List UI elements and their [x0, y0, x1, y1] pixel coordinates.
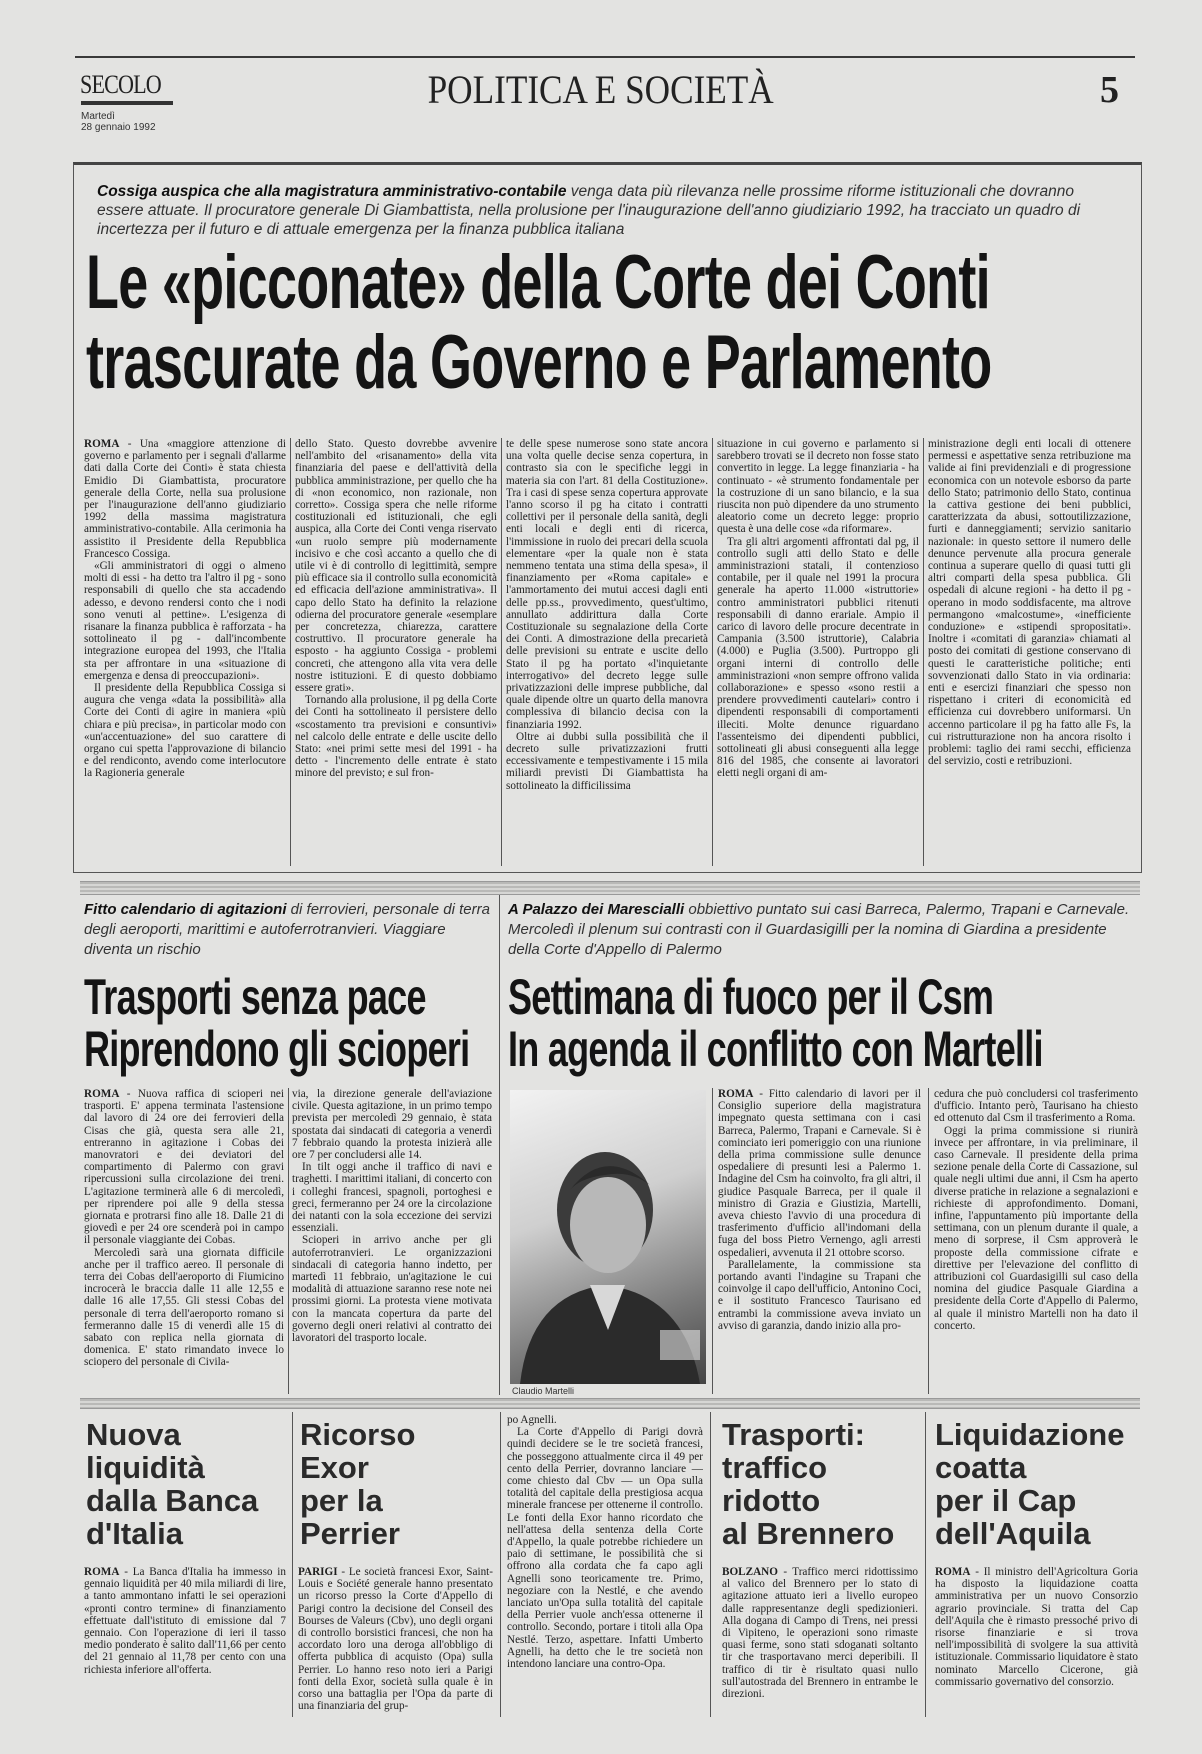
brief-body-exor: PARIGI - Le società francesi Exor, Saint-Louis e Société generale hanno presentato un ricorso presso la Corte d'Appello di Parigi contro la decisione del Conseil des Bourses de Valeurs (Cbv), uno degli organi di controllo borsistici francesi, che non ha accordato loro una deroga all'obbligo di offerta pubblica di acquisto (Opa) sulla Perrier. Lo hanno reso noto ieri a Parigi fonti della Exor, società sulla quale è in corso una battaglia per l'Opa da parte di una finanziaria del grup-: [298, 1566, 493, 1713]
lead-column-2: dello Stato. Questo dovrebbe avvenire nell'ambito del «risanamento» della vita finanziaria del paese e dell'attività della pubblica amministrazione, per quello che ha di «non economico, non razionale, non corretto». Cossiga spera che nelle riforme costituzionali ed istituzionali, che egli auspica, alla Corte dei Conti venga riservato «un ruolo sempre più modernamente incisivo e che così accanto a quello che di utile vi è di controllo di legittimità, sempre più efficace sia il controllo sulla economicità ed efficacia dell'azione amministrativa». Il capo dello Stato ha definito la relazione odierna del procuratore generale «esemplare per concretezza, chiarezza, carattere costruttivo. Il procuratore generale ha esposto - ha aggiunto Cossiga - problemi concreti, che attengono alla vita vera delle nostre istituzioni. E di questo dobbiamo essere grati». Tornando alla prolusione, il pg della Corte dei Conti ha sottolineato il persistere dello «scostamento tra previsioni e consuntivi» nel calcolo delle entrate e delle uscite dello Stato: «nei primi sette mesi del 1991 - ha detto - l'incremento delle entrate è stato minore del previsto; e sul fron-: [295, 438, 497, 780]
column-rule: [710, 1412, 711, 1717]
brief-body-banca-italia: ROMA - La Banca d'Italia ha immesso in gennaio liquidità per 40 mila miliardi di lire, a tanto ammontano infatti le sei operazioni «pronti contro termine» di finanziamento effettuate dall'istituto di emissione dal 7 gennaio. Con l'operazione di ieri il tasso medio ponderato è salito dall'11,66 per cento del 21 gennaio al 11,78 per cento con una richiesta inferiore all'offerta.: [84, 1566, 286, 1676]
csm-article-summary: A Palazzo dei Marescialli obbiettivo puntato sui casi Barreca, Palermo, Trapani e Carnevale. Mercoledì il plenum sui contrasti con il Guardasigilli per la nomina di Giardina a presidente della Corte d'Appello di Palermo: [508, 901, 1130, 958]
column-rule: [928, 1088, 929, 1394]
section-divider: [80, 1398, 1140, 1409]
brief-headline-cap-aquila: Liquidazione coatta per il Cap dell'Aquila: [935, 1417, 1125, 1551]
section-divider: [80, 881, 1140, 895]
column-rule: [712, 1088, 713, 1394]
csm-headline-line-2: In agenda il conflitto con Martelli: [508, 1021, 1043, 1077]
lead-article-summary: Cossiga auspica che alla magistratura amministrativo-contabile venga data più rilevanza nelle prossime riforme istituzionali che dovranno essere attuate. Il procuratore generale Di Giambattista, nella prolusione per l'inaugurazione dell'anno giudiziario 1992, ha tracciato un quadro di incertezza per il futuro e di attuale emergenza per la finanza pubblica italiana: [97, 183, 1081, 238]
brief-headline-exor: Ricorso Exor per la Perrier: [300, 1417, 416, 1551]
issue-date: [81, 111, 156, 133]
portrait-photo: [510, 1090, 706, 1384]
weekday: Martedì: [81, 111, 115, 122]
column-rule: [923, 438, 924, 866]
brief-headline-brennero: Trasporti: traffico ridotto al Brennero: [722, 1417, 895, 1551]
brief-headline-banca-italia: Nuova liquidità dalla Banca d'Italia: [86, 1417, 259, 1551]
csm-headline-line-1: Settimana di fuoco per il Csm: [508, 969, 994, 1025]
brief-body-cap-aquila: ROMA - Il ministro dell'Agricoltura Goria ha disposto la liquidazione coatta amministrativa per un nuovo Consorzio agrario provinciale. Si tratta del Cap dell'Aquila che è rimasto pressoché privo di risorse finanziarie e si trova nell'impossibilità di svolgere la sua attività istituzionale. Commissario liquidatore è stato nominato Marcello Cicerone, già commissario governativo del consorzio.: [935, 1566, 1138, 1688]
lead-column-5: ministrazione degli enti locali di ottenere permessi e aspettative senza retribuzione ma valide ai fini previdenziali e di progressione economica con un notevole esborso da parte dello Stato; patrimonio dello Stato, continua la cattiva gestione dei beni pubblici, caratterizzata da abusi, sottoutilizzazione, furti e danneggiamenti; servizio sanitario nazionale: in questo settore il numero delle denunce pervenute alla procura generale continua a superare quello di quasi tutti gli altri comparti della spesa pubblica. Gli ospedali di alcune regioni - ha detto il pg - operano in modo soddisfacente, ma altrove permangono «malcostume», «inefficiente conduzione» e «stipendi spropositati». Inoltre i «comitati di garanzia» chiamati al posto dei comitati di gestione conservano di questi le caratteristiche politiche; enti sovvenzionati dallo Stato in via ordinaria: enti e esercizi finanziari che spesso non rispettano i criteri di economicità ed efficienza cui dovrebbero uniformarsi. Un accenno particolare il pg ha fatto alle Fs, la cui ristrutturazione non ha ancora risolto i problemi: taglio dei rami secchi, efficienza del servizio, costi e retribuzioni.: [928, 438, 1131, 768]
page-number: 5: [1100, 69, 1119, 111]
transport-column-2: via, la direzione generale dell'aviazione civile. Questa agitazione, in un primo tempo prevista per mercoledì 29 gennaio, è stata spostata dai sindacati di categoria a venerdì 7 febbraio quando la protesta inizierà alle ore 7 per concludersi alle 14. In tilt oggi anche il traffico di navi e traghetti. I marittimi italiani, di concerto con i colleghi francesi, spagnoli, portoghesi e greci, fermeranno per 24 ore la circolazione dei natanti con la sola eccezione dei servizi essenziali. Scioperi in arrivo anche per gli autoferrotranvieri. Le organizzazioni sindacali di categoria hanno indetto, per martedì 11 febbraio, un'agitazione le cui modalità di attuazione saranno rese note nei prossimi giorni. La protesta viene motivata con la mancata copertura da parte del governo degli oneri relativi al contratto dei lavoratori del trasporto locale.: [292, 1088, 492, 1345]
newspaper-masthead: SECOLO: [80, 70, 161, 99]
csm-column-2: cedura che può concludersi col trasferimento d'ufficio. Intanto però, Taurisano ha chiesto ed ottenuto dal Csm il trasferimento a Roma. Oggi la prima commissione si riunirà invece per affrontare, in via preliminare, il caso Carnevale. Il presidente della prima sezione penale della Corte di Cassazione, sul quale negli ultimi due anni, il Csm ha aperto diverse pratiche in relazione a segnalazioni e richieste di approfondimento. Domani, infine, l'appuntamento più importante della settimana, con un plenum durante il quale, a meno di sorprese, il Csm approverà le proposte della commissione cifrate e direttive per l'elevazione del conflitto di attribuzioni col Guardasigilli sul caso della nomina del giudice Pasquale Giardina a presidente della Corte d'Appello di Palermo, al quale il ministro Martelli non ha dato il concerto.: [934, 1088, 1138, 1332]
column-rule: [500, 1412, 501, 1717]
lead-column-1: ROMA - Una «maggiore attenzione di governo e parlamento per i segnali d'allarme dati dalla Corte dei Conti» è stata chiesta Emidio Di Giambattista, procuratore generale della Corte, nella sua prolusione per l'inaugurazione dell'anno giudiziario 1992 della massima magistratura amministrativo-contabile. Alla cerimonia ha assistito il Presidente della Repubblica Francesco Cossiga. «Gli amministratori di oggi o almeno molti di essi - ha detto tra l'altro il pg - sono responsabili di quello che sta accadendo adesso, e devono rendersi conto che i nodi sono venuti al pettine». L'esigenza di risanare la finanza pubblica è rafforzata - ha sottolineato il pg - dall'incombente integrazione europea del 1993, che l'Italia sta per affrontare in una «situazione di emergenza e densa di preoccupazioni». Il presidente della Repubblica Cossiga si augura che venga «data la possibilità» alla Corte dei Conti di agire in maniera «più chiara e più precisa», in particolar modo con «un'accentuazione» del suo carattere di organo cui spetta l'approvazione di bilancio e del rendiconto, avendo come interlocutore la Ragioneria generale: [84, 438, 286, 780]
column-rule: [292, 1412, 293, 1717]
lead-column-3: te delle spese numerose sono state ancora una volta quelle decise senza copertura, in contrasto sia con le specifiche leggi in materia sia con l'art. 81 della Costituzione». Tra i casi di spese senza copertura approvate l'anno scorso il pg ha citato i contratti collettivi per il personale della sanità, degli enti locali e degli enti di ricerca, l'immissione in ruolo dei precari della scuola elementare «per la quale non è stata nemmeno tentata una stima della spesa», il finanziamento per «Roma capitale» e l'ammortamento dei mutui accesi dagli enti delle pp.ss., provvedimento, quest'ultimo, annullato addirittura dalla Corte Costituzionale su segnalazione della Corte dei Conti. A dimostrazione della precarietà delle previsioni su entrate e uscite dello Stato il pg ha portato «l'inquietante interrogativo» del decreto legge sulle privatizzazioni delle imprese pubbliche, dal quale dipende oltre un quarto della manovra complessiva di bilancio decisa con la finanziaria 1992. Oltre ai dubbi sulla possibilità che il decreto sulle privatizzazioni frutti eccessivamente e tempestivamente i 15 mila miliardi previsti Di Giambattista ha sottolineato la difficilissima: [506, 438, 708, 792]
dateline: ROMA: [84, 438, 120, 450]
date: 28 gennaio 1992: [81, 122, 156, 133]
column-rule: [501, 438, 502, 866]
lead-headline-line-1: Le «picconate» della Corte dei Conti: [86, 240, 990, 325]
lead-headline-line-2: trascurate da Governo e Parlamento: [86, 320, 992, 405]
header-rule: [75, 56, 1135, 58]
column-rule: [712, 438, 713, 866]
column-rule: [290, 438, 291, 866]
column-rule: [925, 1412, 926, 1717]
column-rule: [288, 1088, 289, 1394]
brief-body-brennero: BOLZANO - Traffico merci ridottissimo al valico del Brennero per lo stato di agitazione attuato ieri a livello europeo dalle rappresentanze degli spedizionieri. Alla dogana di Campo di Trens, nei pressi di Vipiteno, le operazioni sono rimaste quasi ferme, sono stati sdoganati soltanto tir che trasportavano merci deperibili. Il traffico di tir è risultato quasi nullo sull'autostrada del Brennero in entrambe le direzioni.: [722, 1566, 918, 1701]
lead-column-4: situazione in cui governo e parlamento si sarebbero trovati se il decreto non fosse stato convertito in legge. La legge finanziaria - ha continuato - «è strumento fondamentale per la costruzione di un sano bilancio, e la sua riuscita non può dipendere da uno strumento aleatorio come un decreto legge: proprio questa è una delle cose «da riformare». Tra gli altri argomenti affrontati dal pg, il controllo sugli atti dello Stato e delle amministrazioni statali, il contenzioso contabile, per il quale nel 1991 la procura generale ha aperto 11.000 «istruttorie» contro amministratori pubblici ritenuti responsabili di danno erariale. Ampio il carico di lavoro delle procure decentrate in Campania (3.500 istruttorie), Calabria (4.000) e Puglia (3.500). Purtroppo gli organi interni di controllo delle amministrazioni «non sempre offrono valida collaborazione» e spesso «sono restii a prendere provvedimenti cautelari» contro i dipendenti responsabili di comportamenti illeciti. Molte denunce riguardano l'assenteismo dei dipendenti pubblici, sottolineati gli abusi conseguenti alla legge 816 del 1985, che consente ai lavoratori eletti negli organi di am-: [717, 438, 919, 780]
transport-headline-line-1: Trasporti senza pace: [84, 969, 426, 1025]
section-title: POLITICA E SOCIETÀ: [427, 67, 775, 112]
brief-body-exor-continued: po Agnelli. La Corte d'Appello di Parigi dovrà quindi decidere se le tre società francesi, che posseggono attualmente circa il 49 per cento della Perrier, dovranno lanciare — come chiesto dal Cbv — un Opa sulla totalità del capitale della prestigiosa acqua minerale francese per ottenerne il controllo. Le fonti della Exor hanno ricordato che nell'attesa della sentenza della Corte d'Appello, la quale potrebbe richiedere un paio di settimane, le possibilità che si offrono alla cordata che fa capo agli Agnelli sono teoricamente tre. Primo, negoziare con la Nestlé, e che avendo lanciato un'Opa sulla totalità del capitale della Perrier vuole anch'essa ottenerne il controllo. Secondo, portare i titoli alla Opa Nestlé. Terzo, aspettare. Infatti Umberto Agnelli, ha detto che le tre società non intendono lanciare una contro-Opa.: [507, 1414, 703, 1671]
portrait-figure-icon: [510, 1090, 706, 1384]
transport-column-1: ROMA - Nuova raffica di scioperi nei trasporti. E' appena terminata l'astensione dal lavoro di 24 ore dei ferrovieri della Cisas che già, questa sera alle 21, entreranno in agitazione i Cobas dei manovratori e dei deviatori del compartimento di Palermo con gravi ripercussioni sulla circolazione dei treni. L'agitazione terminerà alle 6 di mercoledì, per riprendere poi alle 9 della stessa giornata e protrarsi fino alle 18. Dalle 21 di giovedì e per 24 ore scenderà poi in campo il personale viaggiante dei Cobas. Mercoledì sarà una giornata difficile anche per il traffico aereo. Il personale di terra dei Cobas dell'aeroporto di Fiumicino incrocerà le braccia dalle 11 alle 12,55 e dalle 16 alle 17,55. Gli stessi Cobas del personale di terra dell'aeroporto romano si fermeranno dalle 15 di venerdì alle 15 di sabato con replica nella giornata di domenica. E' stato rimandato invece lo sciopero del personale di Civila-: [84, 1088, 284, 1369]
photo-caption: Claudio Martelli: [512, 1386, 575, 1396]
column-rule: [499, 895, 500, 1395]
transport-article-summary: Fitto calendario di agitazioni di ferrovieri, personale di terra degli aeroporti, marittimi e autoferrotranvieri. Viaggiare diventa un rischio: [84, 901, 490, 958]
csm-column-1: ROMA - Fitto calendario di lavori per il Consiglio superiore della magistratura impegnato questa settimana con i casi Barreca, Palermo, Trapani e Carnevale. Si è cominciato ieri pomeriggio con una riunione della prima commissione sulle denunce ospedaliere di presunti lesi a Palermo 1. Indagine del Csm ha coinvolto, fra gli altri, il giudice Pasquale Barreca, per il quale il ministro di Grazia e Giustizia, Martelli, aveva chiesto l'avvio di una procedura di trasferimento d'ufficio all'indomani della fuga del boss Pietro Vernengo, agli arresti ospedalieri, avvenuta il 21 ottobre scorso. Parallelamente, la commissione sta portando avanti l'indagine su Trapani che coinvolge il capo dell'ufficio, Antonino Coci, e il sostituto Francesco Taurisano ed entrambi la commissione aveva inviato un avviso di garanzia, dando inizio alla pro-: [718, 1088, 921, 1332]
transport-headline-line-2: Riprendono gli scioperi: [84, 1021, 470, 1077]
